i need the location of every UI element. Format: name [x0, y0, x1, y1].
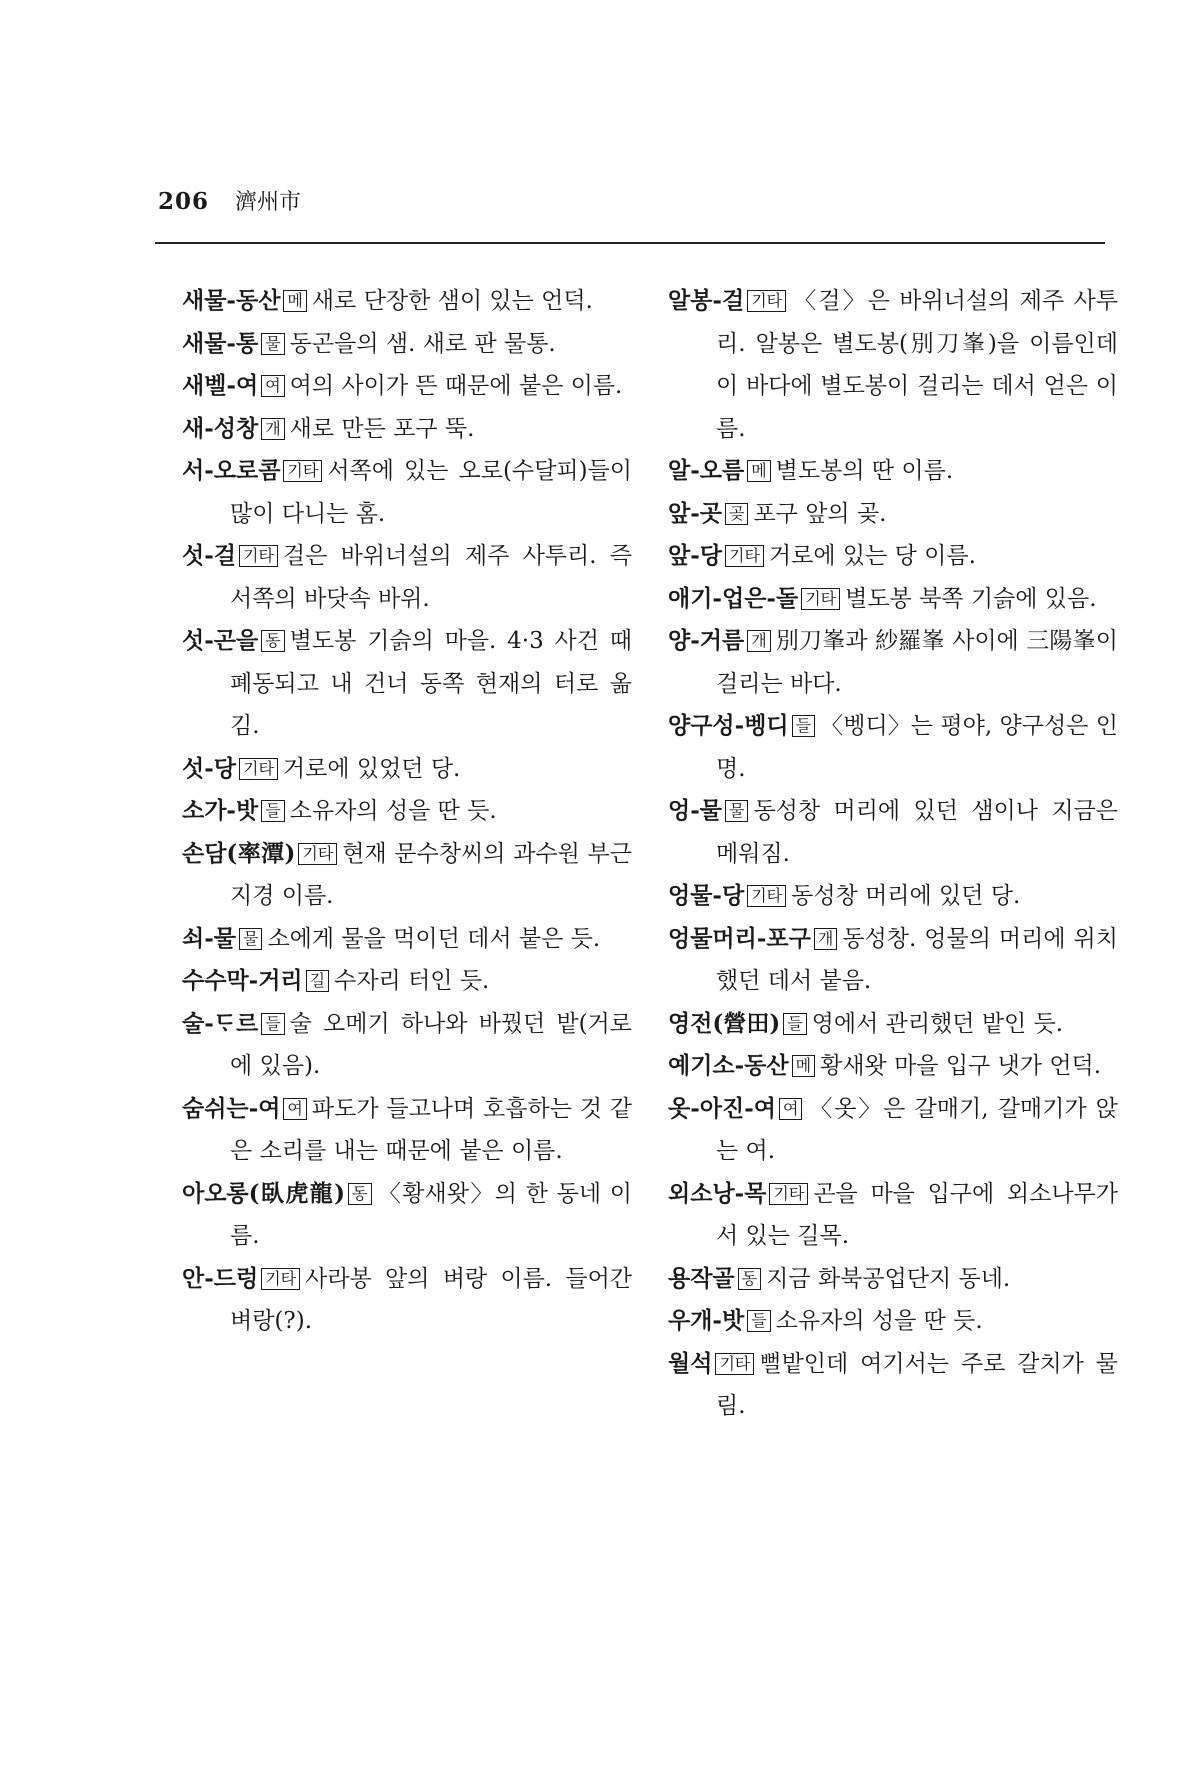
category-tag: 들 [792, 715, 815, 737]
entry-definition: 새로 만든 포구 뚝. [289, 415, 475, 442]
entry-headword: 소가-밧 [182, 797, 259, 824]
dictionary-entry [182, 918, 632, 961]
entry-headword: 새물-동산 [182, 287, 281, 314]
category-tag: 개 [747, 630, 770, 652]
category-tag: 기타 [725, 545, 764, 567]
entry-definition: 〈옷〉은 갈매기, 갈매기가 앉는 여. [716, 1095, 1118, 1164]
entry-headword: 영전(營田) [668, 1009, 781, 1037]
category-tag: 들 [261, 800, 284, 822]
dictionary-entry [182, 790, 632, 833]
entry-headword: 용작골 [668, 1264, 735, 1292]
entry-headword: 새물-통 [182, 329, 259, 357]
entry-headword: 양-거름 [668, 627, 745, 654]
dictionary-entry [668, 1173, 1118, 1258]
dictionary-entry [182, 450, 632, 535]
entry-headword: 엉물머리-포구 [668, 924, 811, 952]
dictionary-entry [668, 493, 1118, 536]
entry-definition: 뻘밭인데 여기서는 주로 갈치가 물림. [716, 1350, 1118, 1419]
dictionary-entry [182, 748, 632, 791]
category-tag: 여 [283, 1098, 306, 1120]
running-title: 濟州市 [235, 190, 302, 215]
category-tag: 여 [261, 375, 284, 397]
dictionary-entry [182, 1003, 632, 1088]
entry-definition: 〈벵디〉는 평야, 양구성은 인명. [716, 713, 1118, 782]
entry-headword: 술-ᄃᆞ르 [182, 1009, 259, 1037]
entry-headword: 알봉-걸 [668, 287, 745, 314]
category-tag: 동 [261, 630, 284, 652]
entry-definition: 거로에 있는 당 이름. [768, 543, 976, 569]
dictionary-entry [668, 1045, 1118, 1088]
entry-definition: 동곤을의 샘. 새로 판 물통. [289, 330, 556, 357]
category-tag: 기타 [298, 843, 337, 865]
entry-headword: 알-오름 [668, 457, 745, 484]
dictionary-entry [182, 408, 632, 451]
dictionary-entry [182, 1173, 632, 1258]
category-tag: 개 [814, 928, 837, 950]
entry-headword: 예기소-동산 [668, 1052, 789, 1079]
entry-definition: 지금 화북공업단지 동네. [766, 1265, 1011, 1292]
dictionary-entry [182, 535, 632, 620]
dictionary-entry [668, 578, 1118, 621]
dictionary-entry [182, 1258, 632, 1343]
dictionary-entry [182, 323, 632, 366]
entry-definition: 別刀峯과 紗羅峯 사이에 三陽峯이 걸리는 바다. [716, 628, 1118, 697]
entry-headword: 섯-당 [182, 754, 236, 782]
category-tag: 기타 [747, 885, 786, 907]
entry-definition: 사라봉 앞의 벼랑 이름. 들어간 벼랑(?). [230, 1265, 632, 1334]
entry-definition: 〈황새왓〉의 한 동네 이름. [230, 1180, 632, 1249]
category-tag: 기타 [747, 290, 786, 312]
header-rule [155, 242, 1105, 244]
entry-definition: 새로 단장한 샘이 있는 언덕. [311, 288, 593, 314]
dictionary-entry [182, 960, 632, 1003]
dictionary-entry [668, 1258, 1118, 1301]
category-tag: 들 [261, 1013, 284, 1035]
dictionary-entry [668, 1300, 1118, 1343]
entry-definition: 황새왓 마을 입구 냇가 언덕. [820, 1053, 1102, 1079]
category-tag: 들 [747, 1310, 770, 1332]
dictionary-entry [668, 790, 1118, 875]
entry-definition: 파도가 들고나며 호흡하는 것 같은 소리를 내는 때문에 붙은 이름. [230, 1095, 632, 1164]
category-tag: 기타 [801, 588, 840, 610]
category-tag: 기타 [715, 1353, 754, 1375]
entry-headword: 섯-걸 [182, 542, 236, 569]
entry-headword: 우개-밧 [668, 1307, 745, 1334]
entry-headword: 앞-당 [668, 542, 722, 569]
entry-headword: 섯-곤을 [182, 627, 259, 654]
entry-headword: 양구성-벵디 [668, 712, 789, 739]
category-tag: 길 [306, 970, 329, 992]
entry-definition: 영에서 관리했던 밭인 듯. [811, 1010, 1064, 1037]
entry-headword: 옷-아진-여 [668, 1094, 776, 1122]
left-column [182, 280, 632, 1343]
category-tag: 기타 [283, 460, 322, 482]
dictionary-entry [668, 1003, 1118, 1046]
entry-headword: 새-성창 [182, 414, 259, 442]
category-tag: 개 [261, 418, 284, 440]
dictionary-entry [668, 705, 1118, 790]
dictionary-entry [668, 620, 1118, 705]
right-column [668, 280, 1118, 1428]
entry-headword: 앞-곳 [668, 499, 722, 527]
entry-headword: 서-오로콤 [182, 457, 281, 484]
entry-headword: 월석 [668, 1349, 713, 1377]
dictionary-entry [668, 280, 1118, 450]
dictionary-entry [182, 280, 632, 323]
dictionary-entry [182, 365, 632, 408]
entry-headword: 수수막-거리 [182, 967, 303, 994]
dictionary-entry [668, 450, 1118, 493]
category-tag: 곶 [725, 503, 748, 525]
category-tag: 메 [283, 290, 306, 312]
entry-definition: 소유자의 성을 딴 듯. [775, 1308, 983, 1334]
entry-definition: 수자리 터인 듯. [334, 968, 490, 994]
dictionary-entry [668, 1343, 1118, 1428]
entry-definition: 포구 앞의 곶. [753, 500, 887, 527]
entry-headword: 애기-업은-돌 [668, 584, 799, 612]
entry-definition: 별도봉의 딴 이름. [775, 458, 954, 484]
entry-definition: 별도봉 북쪽 기슭에 있음. [845, 585, 1097, 612]
entry-definition: 동성창 머리에 있던 당. [791, 883, 1021, 909]
dictionary-entry [668, 918, 1118, 1003]
entry-definition: 곤을 마을 입구에 외소나무가 서 있는 길목. [716, 1180, 1118, 1249]
category-tag: 메 [792, 1055, 815, 1077]
category-tag: 기타 [261, 1268, 300, 1290]
entry-definition: 거로에 있었던 당. [282, 755, 461, 782]
dictionary-entry [182, 833, 632, 918]
entry-headword: 외소낭-목 [668, 1179, 767, 1207]
category-tag: 기타 [769, 1183, 808, 1205]
entry-definition: 걸은 바위너설의 제주 사투리. 즉 서쪽의 바닷속 바위. [230, 543, 632, 612]
dictionary-entry [668, 535, 1118, 578]
entry-definition: 여의 사이가 뜬 때문에 붙은 이름. [289, 373, 623, 399]
entry-headword: 손담(率潭) [182, 839, 296, 867]
entry-definition: 동성창. 엉물의 머리에 위치했던 데서 붙음. [716, 925, 1118, 994]
page-header [158, 185, 301, 216]
entry-headword: 새벨-여 [182, 372, 259, 399]
category-tag: 메 [747, 460, 770, 482]
entry-headword: 엉-물 [668, 797, 722, 824]
category-tag: 동 [348, 1183, 371, 1205]
dictionary-entry [668, 1088, 1118, 1173]
category-tag: 들 [783, 1013, 806, 1035]
entry-headword: 쇠-물 [182, 924, 236, 952]
category-tag: 물 [725, 800, 748, 822]
entry-headword: 안-드렁 [182, 1264, 259, 1292]
entry-definition: 소에게 물을 먹이던 데서 붙은 듯. [267, 925, 601, 952]
entry-definition: 소유자의 성을 딴 듯. [289, 798, 497, 824]
category-tag: 물 [261, 333, 284, 355]
entry-definition: 현재 문수창씨의 과수원 부근 지경 이름. [230, 840, 632, 909]
entry-definition: 〈걸〉은 바위너설의 제주 사투리. 알봉은 별도봉(別刀峯)을 이름인데 이 바다에 별도봉이 걸리는 데서 얻은 이름. [716, 288, 1118, 442]
entry-definition: 동성창 머리에 있던 샘이나 지금은 메워짐. [716, 798, 1118, 867]
category-tag: 기타 [239, 545, 278, 567]
entry-headword: 아오롱(臥虎龍) [182, 1179, 346, 1207]
page-number: 206 [158, 188, 210, 215]
entry-definition: 별도봉 기슭의 마을. 4·3 사건 때 폐동되고 내 건너 동쪽 현재의 터로 옮김. [230, 628, 632, 739]
entry-definition: 술 오메기 하나와 바꿨던 밭(거로에 있음). [230, 1010, 632, 1079]
dictionary-entry [182, 1088, 632, 1173]
entry-headword: 엉물-당 [668, 882, 745, 909]
category-tag: 동 [738, 1268, 761, 1290]
dictionary-entry [182, 620, 632, 748]
category-tag: 물 [239, 928, 262, 950]
entry-headword: 숨쉬는-여 [182, 1094, 281, 1122]
category-tag: 기타 [239, 758, 278, 780]
dictionary-entry [668, 875, 1118, 918]
category-tag: 여 [779, 1098, 802, 1120]
entry-definition: 서쪽에 있는 오로(수달피)들이 많이 다니는 홈. [230, 458, 632, 527]
